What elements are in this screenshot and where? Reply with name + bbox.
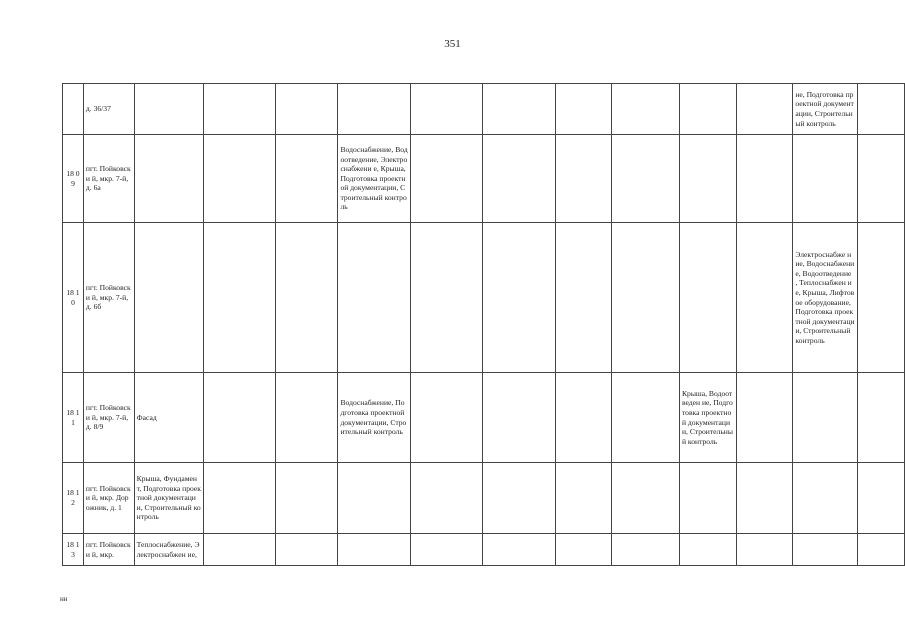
table-cell [134, 84, 204, 135]
table-cell [857, 223, 904, 373]
row-number-cell: 18 09 [63, 135, 84, 223]
table-cell [857, 463, 904, 534]
address-cell: пгт. Пойковски й, мкр. Дорожник, д. 1 [83, 463, 134, 534]
table-cell [736, 223, 792, 373]
work-types-cell: Фасад [134, 373, 204, 463]
table-cell [410, 373, 482, 463]
table-cell [612, 463, 679, 534]
table-cell [736, 373, 792, 463]
table-cell [736, 84, 792, 135]
table-cell [483, 373, 556, 463]
row-number-cell: 18 11 [63, 373, 84, 463]
row-number-cell: 18 12 [63, 463, 84, 534]
table-cell [276, 373, 338, 463]
table-cell [204, 534, 276, 566]
table-cell [857, 373, 904, 463]
table-cell [483, 223, 556, 373]
table-cell [556, 223, 612, 373]
row-number-cell: 18 10 [63, 223, 84, 373]
table-cell [338, 223, 411, 373]
table-cell [857, 135, 904, 223]
table-row [63, 223, 905, 373]
table-cell [556, 534, 612, 566]
table-cell [612, 84, 679, 135]
table-cell [679, 135, 736, 223]
work-types-cell: Крыша, Водоотведен ие, Подготовка проектной документаци и, Строительны й контроль [679, 373, 736, 463]
table-cell [556, 373, 612, 463]
table-cell [793, 373, 857, 463]
table-cell [612, 135, 679, 223]
table-cell [276, 534, 338, 566]
table-cell [410, 135, 482, 223]
table-cell [276, 135, 338, 223]
table-cell [276, 84, 338, 135]
table-cell [736, 135, 792, 223]
table-cell [276, 223, 338, 373]
table-cell [338, 463, 411, 534]
table-cell [410, 534, 482, 566]
row-number-cell: 18 13 [63, 534, 84, 566]
table-cell [736, 463, 792, 534]
table-cell [204, 84, 276, 135]
address-cell: пгт. Пойковски й, мкр. 7-й, д. 6б [83, 223, 134, 373]
table-cell [276, 463, 338, 534]
table-cell [134, 135, 204, 223]
address-cell: д. 36/37 [83, 84, 134, 135]
table-cell [204, 135, 276, 223]
table-row [63, 534, 905, 566]
table-cell [679, 534, 736, 566]
table-cell [410, 463, 482, 534]
work-types-cell: не, Подготовка проектной документации, Строительный контроль [793, 84, 857, 135]
table-cell [134, 223, 204, 373]
address-cell: пгт. Пойковски й, мкр. 7-й, д. 8/9 [83, 373, 134, 463]
work-types-cell: Теплоснабжение, Электроснабжен ие, [134, 534, 204, 566]
table-cell [612, 534, 679, 566]
table-cell [204, 223, 276, 373]
table-cell [204, 463, 276, 534]
table-row [63, 135, 905, 223]
table-row [63, 373, 905, 463]
table-cell [483, 534, 556, 566]
table-cell [410, 84, 482, 135]
table-cell [338, 84, 411, 135]
work-types-cell: Крыша, Фундамент, Подготовка проектной документации, Строительный контроль [134, 463, 204, 534]
page-number: 351 [444, 38, 461, 50]
program-table [62, 83, 905, 566]
work-types-cell: Электроснабже ние, Водоснабжени е, Водоотведение , Теплоснабжен ие, Крыша, Лифтовое оборудование, Подготовка проектной документации, Строительный контроль [793, 223, 857, 373]
table-cell [612, 223, 679, 373]
table-cell [483, 463, 556, 534]
table-cell [736, 534, 792, 566]
table-cell [483, 135, 556, 223]
table-cell [793, 534, 857, 566]
table-row [63, 84, 905, 135]
work-types-cell: Водоснабжение, Водоотведение, Электроснабжени е, Крыша, Подготовка проектной документации, Строительный контроль [338, 135, 411, 223]
table-cell [556, 135, 612, 223]
table-cell [556, 84, 612, 135]
footer-mark: нн [60, 595, 68, 603]
table-cell [410, 223, 482, 373]
table-row [63, 463, 905, 534]
row-number-cell [63, 84, 84, 135]
table-cell [679, 463, 736, 534]
work-types-cell: Водоснабжение, Подготовка проектной документации, Строительный контроль [338, 373, 411, 463]
table-cell [857, 84, 904, 135]
address-cell: пгт. Пойковски й, мкр. 7-й, д. 6а [83, 135, 134, 223]
table-cell [679, 84, 736, 135]
table-cell [793, 135, 857, 223]
table-cell [483, 84, 556, 135]
table-cell [204, 373, 276, 463]
table-cell [556, 463, 612, 534]
table-cell [857, 534, 904, 566]
table-cell [612, 373, 679, 463]
address-cell: пгт. Пойковски й, мкр. [83, 534, 134, 566]
table-cell [679, 223, 736, 373]
table-cell [793, 463, 857, 534]
table-cell [338, 534, 411, 566]
